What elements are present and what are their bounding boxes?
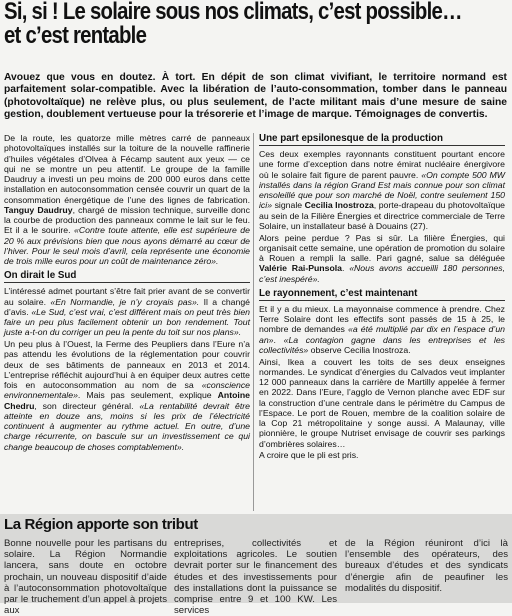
right-column xyxy=(259,133,505,462)
region-box-column-3: de la Région réuniront d’ici là l’ensemble des opérateurs, des bureaux d’études et des syndicats d’énergie afin de peaufiner les modalités du dispositif. xyxy=(345,538,508,594)
subheading-sud: On dirait le Sud xyxy=(4,270,77,282)
text-run: , son directeur général. xyxy=(34,400,134,411)
text-run: , porte-drapeau du photovoltaïque au sein de la Filière Énergies et directrice commerciale de Terre Solaire, un installateur basé à Douains (27). xyxy=(259,200,506,231)
headline xyxy=(4,0,462,49)
peupliers-paragraph xyxy=(4,339,250,452)
headline-line-1: Si, si ! Le solaire sous nos climats, c’est possible… xyxy=(4,0,462,25)
quote: «Nous avons accueilli 180 personnes, c’est inespéré». xyxy=(259,263,505,284)
projects-paragraph: Ainsi, Ikea a couvert les toits de ses deux enseignes normandes. Le syndicat d’énergies du Calvados veut implanter 12 000 panneaux dans la carrière de Martilly appelée à fermer en 2022. Dans l’Eure, l’agglo de Vernon planche avec EDF sur la construction d’une centrale dans le périmètre du Campus de l’Espace. Le port de Rouen, membre de la coalition solaire de la Cop 21 métropolitaine y songe aussi. A Malaunay, ville pionnière, le groupe Nutriset envisage de couvrir ses parkings d’ombrières solaires… xyxy=(259,356,505,449)
text-run: observe Cecilia Inostroza. xyxy=(308,344,411,355)
sud-paragraph xyxy=(4,286,250,337)
quote: «La rentabilité devrait être atteinte en douze ans, moins si les prix de l’électricité continuent à augmenter au rythme actuel. En outre, d’une charge récurrente, on bascule sur un investissement ce qui change beaucoup de choses comptablement». xyxy=(4,400,251,452)
person-name: Valérie Rai-Punsola xyxy=(259,263,342,274)
person-name: Tanguy Daudruy xyxy=(4,204,73,215)
quote: «En Normandie, je n’y croyais pas». xyxy=(50,296,200,307)
region-box-column-2: entreprises, collectivités et exploitations agricoles. Le soutien devrait porter sur le financement des études et des investissements pour des installations dont la puissance se comprise entre 9 et 100 KW. Les services xyxy=(174,538,337,616)
subheading-rayonnement: Le rayonnement, c’est maintenant xyxy=(259,287,418,299)
text-run: Il a changé d’avis. xyxy=(4,296,250,317)
headline-line-2: et c’est rentable xyxy=(4,22,147,49)
person-name: Antoine Chedru xyxy=(4,390,250,411)
quote: «Contre toute attente, elle est supérieure de 20 % aux prévisions bien que nous ayons démarré au cœur de l’hiver. Pour le seul mois d’avril, cela représente une économie de trois mille euros pour un coût de maintenance zéro». xyxy=(4,225,250,266)
text-run: . xyxy=(273,334,276,345)
lede-paragraph: Avouez que vous en doutez. À tort. En dépit de son climat vivifiant, le territoire normand est parfaitement solar-compatible. Avec la libération de l’auto-consommation, tomber dans le panneau (photovoltaïque) ne relève plus, ou plus seulement, de l’acte militant mais d’une mesure de saine gestion, doublement vertueuse pour la trésorerie et l’image de marque. Témoignages de convertis. xyxy=(4,72,507,121)
text-run: , chargé de mission technique, surveille donc la courbe de production des panneaux comme le lait sur le feu. Et il a le sourire. xyxy=(4,204,250,236)
quote: «La contagion gagne dans les entreprises et les collectivités» xyxy=(259,334,505,355)
text-run: Ces deux exemples rayonnants constituent pourtant encore une forme d’exception dans notre émirat nucléaire énergivore où le solaire fait figure de parent pauvre. xyxy=(259,149,505,180)
quote: «a été multiplié par dix en l’espace d’un an» xyxy=(259,324,505,345)
region-box-column-1: Bonne nouvelle pour les partisans du solaire. La Région Normandie lancera, sans doute en octobre prochain, un nouveau dispositif d’aide à l’autoconsommation photovoltaïque par le truchement d’un appel à projets aux xyxy=(4,538,167,616)
quote: «On compte 500 MW installés dans la région Grand Est mais connue pour son climat ensoleillé que pour son marché de Noël, contre seulement 150 ici» xyxy=(259,169,505,211)
subheading-rule xyxy=(259,300,505,301)
text-run: signale xyxy=(272,200,303,211)
text-run: Un peu plus à l’Ouest, la Ferme des Peupliers dans l’Eure n’a pas attendu les évolutions de la réglementation pour couvrir deux de ses bâtiments de panneaux en 2013 et 2014. L’entreprise réfléchit aujourd’hui à en équiper deux autres cette fois en autoconsommation au nom de sa xyxy=(4,339,250,390)
person-name: Cecilia Inostroza xyxy=(304,200,374,211)
text-run: . Mais pas seulement, explique xyxy=(77,390,212,401)
region-sidebar-box xyxy=(0,514,512,616)
subheading-rule xyxy=(259,145,505,146)
filiere-paragraph: Alors peine perdue ? Pas si sûr. La filière Énergies, qui organisait cette semaine, une opération de promotion du solaire à Rouen a rempli la salle. Pari gagné, salue sa déléguée Valérie Rai-Punsola. «Nous avons accueilli 180 personnes, c’est inespéré». xyxy=(259,232,505,284)
rayonnement-paragraph xyxy=(259,304,505,355)
column-divider xyxy=(253,133,254,511)
quote: «conscience environnementale» xyxy=(4,380,251,401)
left-column xyxy=(4,133,250,453)
text-run: Alors peine perdue ? Pas si sûr. La filière Énergies, qui organisait cette semaine, une opération de promotion du solaire à Rouen a rempli la salle. Pari gagné, salue sa déléguée xyxy=(259,232,505,263)
intro-paragraph xyxy=(4,133,250,266)
production-paragraph xyxy=(259,149,505,231)
region-box-title: La Région apporte son tribut xyxy=(4,516,198,533)
quote: «Le Sud, c’est vrai, c’est différent mais on peut très bien faire un peu plus facilement obtenir un bon rendement. Tout juste a-t-on du corriger un peu la pente du toit sur nos plans». xyxy=(4,306,250,338)
text-run: L’intéressé admet pourtant s’être fait prier avant de se convertir au solaire. xyxy=(4,286,250,307)
text-run: Et il y a du mieux. La mayonnaise commence à prendre. Chez Terre Solaire dont les effectifs sont passés de 15 à 25, le nombre de demandes xyxy=(259,303,505,335)
subheading-rule xyxy=(4,282,250,283)
text-run: De la route, les quatorze mille mètres carré de panneaux photovoltaïques installés sur la toiture de la nouvelle raffinerie d’huiles végétales d’Olvea à Fécamp sautent aux yeux — ce qui ne se montre un peu attentif. Le groupe de la famille Daudruy a investi un peu moins de 200 000 euros dans cette installation en autoconsommation censée couvrir un quart de la consommation énergétique de l’une des lignes de fabrication. xyxy=(4,133,250,205)
subheading-production: Une part epsilonesque de la production xyxy=(259,133,443,144)
closing-line: A croire que le pli est pris. xyxy=(259,450,359,461)
